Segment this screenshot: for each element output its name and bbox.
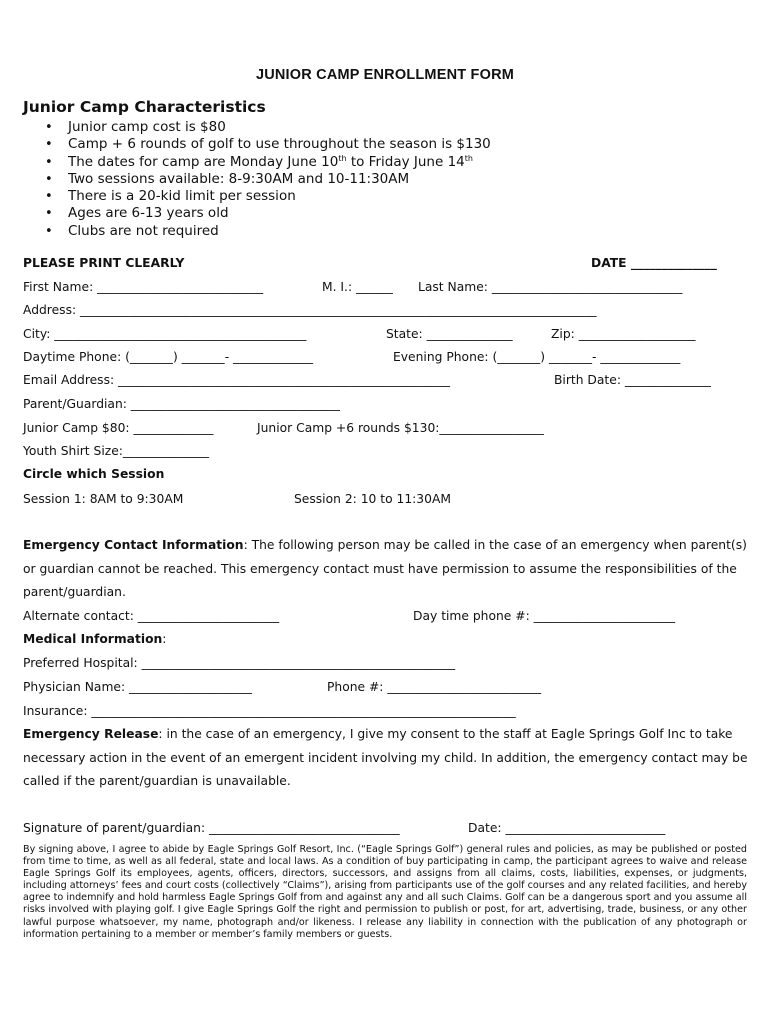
insurance-field[interactable]: Insurance: _____________________________________________________________________ (23, 704, 516, 718)
dates-sup-1: th (338, 153, 347, 163)
list-item: • Clubs are not required (23, 223, 491, 240)
junior-camp-80-field[interactable]: Junior Camp $80: _____________ (23, 421, 214, 435)
liability-fine-print: By signing above, I agree to abide by Eagle Springs Golf Resort, Inc. (“Eagle Springs Golf”) general rules and policies, as may be published or posted from time to time, as well as all federal, state and local laws. As a condition of buy participating in camp, the participant agrees to waive and release Eagle Springs Golf its employees, agents, officers, directors, successors, and assigns from all claims, costs, liabilities, expenses, or judgments, including attorneys’ fees and court costs (collectively “Claims”), arising from participants use of the golf courses and any related facilities, and hereby agree to indemnify and hold harmless Eagle Springs Golf from and against any and all such Claims. Golf can be a dangerous sport and you assume all risks involved with playing golf. I give Eagle Springs Golf the right and permission to publish or post, for art, advertising, trade, business, or any other lawful purpose whatsoever, my name, photograph and/or likeness. I release any liability in connection with the publication of any photograph or information pertaining to a member or member’s family members or guests. (23, 844, 747, 940)
guardian-field[interactable]: Parent/Guardian: __________________________________ (23, 397, 340, 411)
middle-initial-field[interactable]: M. I.: ______ (322, 280, 393, 294)
characteristics-heading: Junior Camp Characteristics (23, 98, 266, 116)
emergency-release-label: Emergency Release (23, 727, 159, 741)
form-title: JUNIOR CAMP ENROLLMENT FORM (255, 67, 515, 83)
email-field[interactable]: Email Address: ______________________________________________________ (23, 373, 451, 387)
characteristics-list (23, 119, 491, 240)
dates-text-b: to Friday June 14 (346, 153, 465, 170)
emergency-release-text: : in the case of an emergency, I give my consent to the staff at Eagle Springs Golf Inc to take necessary action in the event of an emergent incident involving my child. In addition, the emergency contact may be called if the parent/guardian is unavailable. (23, 727, 748, 789)
emergency-contact-paragraph (23, 534, 748, 605)
medical-info-colon: : (162, 632, 167, 646)
daytime-phone-field[interactable]: Daytime Phone: (_______) _______- _____________ (23, 350, 313, 364)
list-item: • Camp + 6 rounds of golf to use throughout the season is $130 (23, 136, 491, 153)
list-item (23, 154, 491, 171)
birth-date-field[interactable]: Birth Date: ______________ (554, 373, 711, 387)
session-1-option[interactable]: Session 1: 8AM to 9:30AM (23, 492, 184, 506)
shirt-size-field[interactable]: Youth Shirt Size:______________ (23, 444, 209, 458)
emergency-release-paragraph (23, 723, 748, 794)
signature-date-field[interactable]: Date: __________________________ (468, 821, 666, 835)
emergency-contact-label: Emergency Contact Information (23, 538, 244, 552)
signature-field[interactable]: Signature of parent/guardian: _______________________________ (23, 821, 400, 835)
emergency-contact-text: : The following person may be called in the case of an emergency when parent(s) or guardian cannot be reached. This emergency contact must have permission to assume the responsibilities of the parent/guardian. (23, 538, 747, 600)
physician-phone-field[interactable]: Phone #: _________________________ (327, 680, 542, 694)
medical-info-label: Medical Information (23, 632, 163, 646)
evening-phone-field[interactable]: Evening Phone: (_______) _______- _____________ (393, 350, 681, 364)
state-field[interactable]: State: ______________ (386, 327, 513, 341)
preferred-hospital-field[interactable]: Preferred Hospital: ___________________________________________________ (23, 656, 456, 670)
list-item: • There is a 20-kid limit per session (23, 188, 491, 205)
physician-name-field[interactable]: Physician Name: ____________________ (23, 680, 253, 694)
list-item: • Two sessions available: 8-9:30AM and 10-11:30AM (23, 171, 491, 188)
last-name-field[interactable]: Last Name: _______________________________ (418, 280, 683, 294)
alternate-contact-field[interactable]: Alternate contact: _______________________ (23, 609, 280, 623)
circle-session-heading: Circle which Session (23, 467, 165, 481)
zip-field[interactable]: Zip: ___________________ (551, 327, 696, 341)
medical-info-heading (23, 632, 166, 646)
dates-text-a: The dates for camp are Monday June 10 (68, 153, 339, 170)
print-clearly-label: PLEASE PRINT CLEARLY (23, 256, 185, 270)
list-item: • Ages are 6-13 years old (23, 205, 491, 222)
list-item: • Junior camp cost is $80 (23, 119, 491, 136)
dates-sup-2: th (464, 153, 473, 163)
address-field[interactable]: Address: ____________________________________________________________________________________ (23, 303, 597, 317)
first-name-field[interactable]: First Name: ___________________________ (23, 280, 264, 294)
day-time-phone-field[interactable]: Day time phone #: _______________________ (413, 609, 676, 623)
session-2-option[interactable]: Session 2: 10 to 11:30AM (294, 492, 451, 506)
city-field[interactable]: City: _________________________________________ (23, 327, 307, 341)
date-field[interactable]: DATE ______________ (591, 256, 717, 270)
junior-camp-130-field[interactable]: Junior Camp +6 rounds $130:_________________ (257, 421, 544, 435)
